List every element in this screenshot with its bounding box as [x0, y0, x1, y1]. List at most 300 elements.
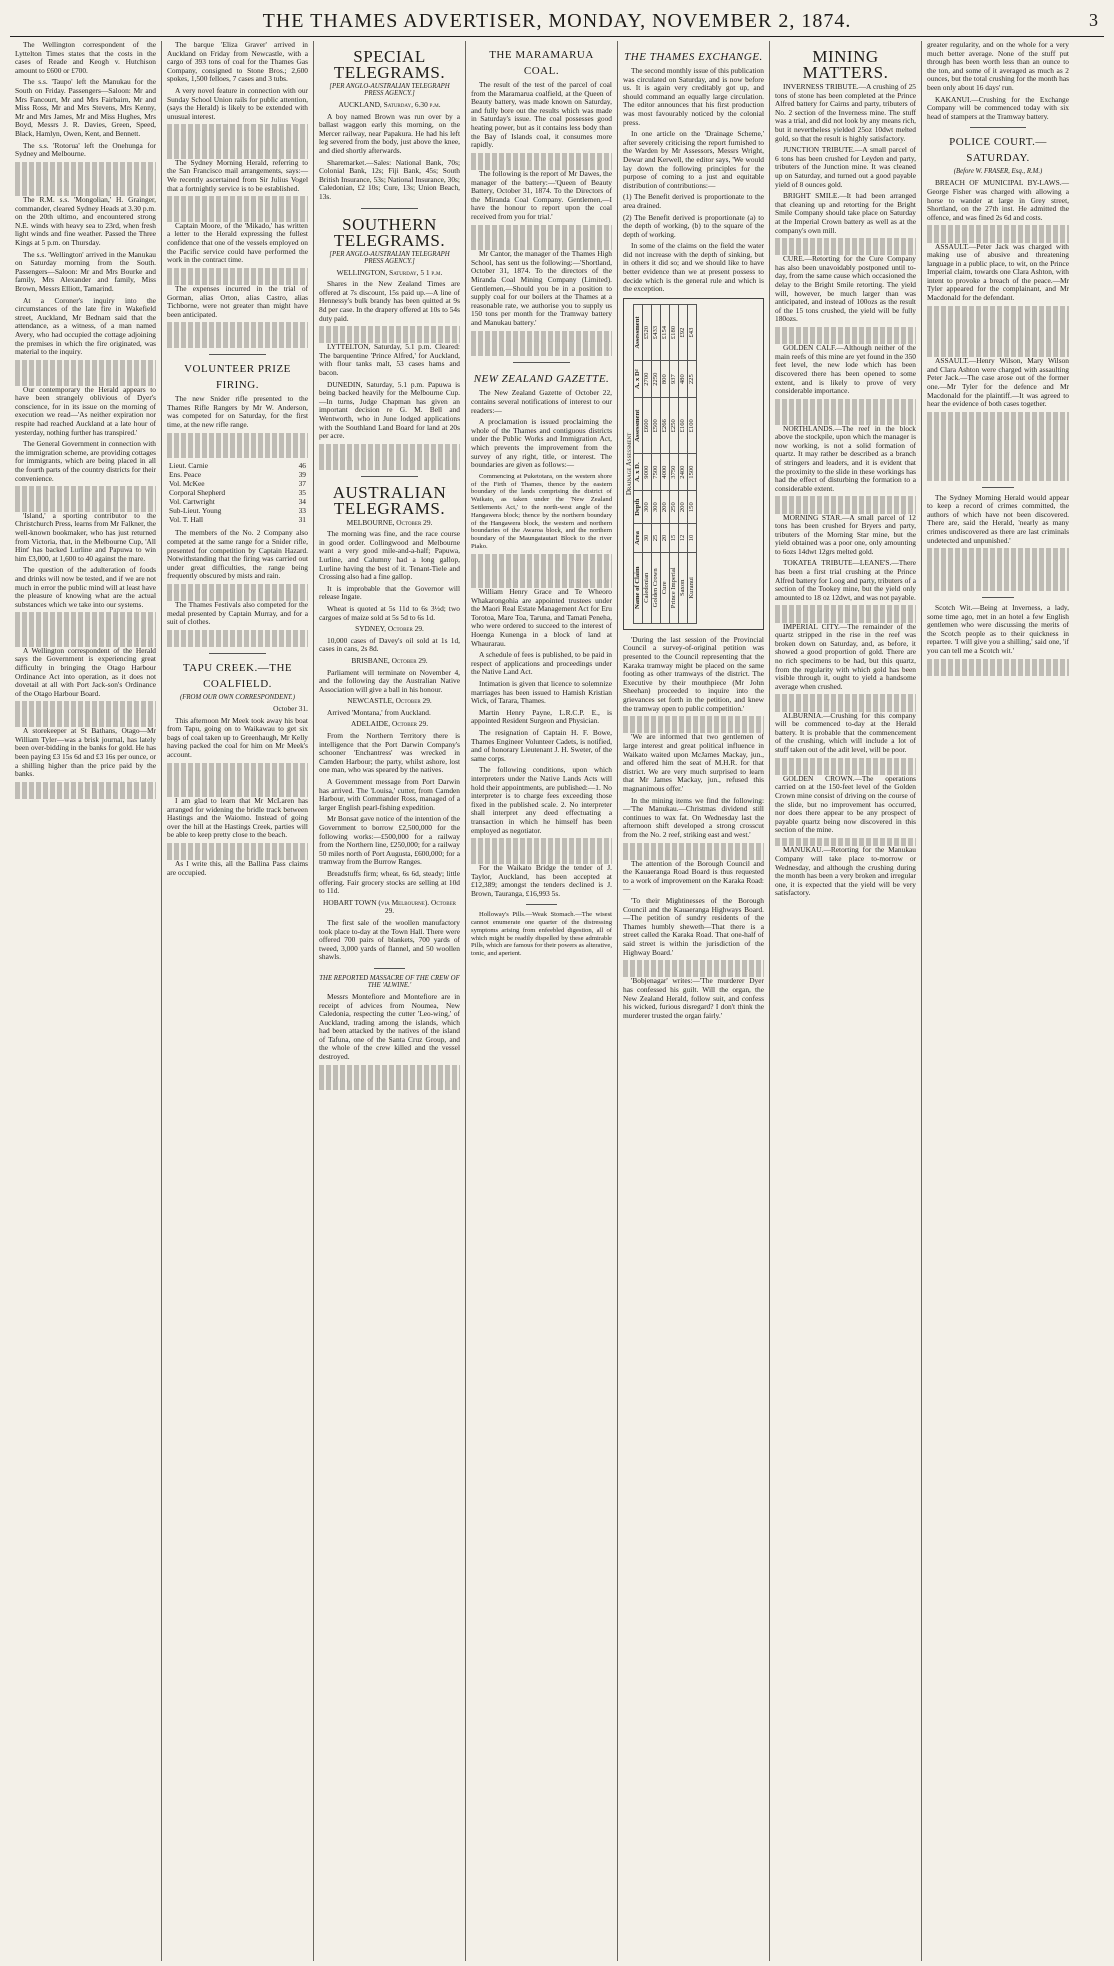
- table-cell: £100: [687, 398, 696, 454]
- table-row: [642, 304, 651, 623]
- article-paragraph: MORNING STAR.—A small parcel of 12 tons has been crushed for Bryers and party, tributers of the Morning Star mine, but the yield obtained was a poor one, only amounting to 6ozs 14dwt 12grs melted gold.: [775, 512, 916, 556]
- article-paragraph: greater regularity, and on the whole for a very much better average. None of the stuff put through has been worth less than an ounce to the ton, and some of it averaged as much as 2 ounces, but the total crushing for the month has been only about 16 days' run.: [927, 41, 1069, 92]
- illegible-text-line: [775, 247, 916, 256]
- section-rule: [526, 904, 557, 905]
- table-cell: 4000: [660, 454, 669, 491]
- illegible-text-line: [775, 838, 916, 847]
- illegible-text-line: [167, 340, 308, 349]
- section-heading: TAPU CREEK.—THE COALFIELD.: [182, 662, 293, 691]
- illegible-text-line: [319, 444, 460, 453]
- article-paragraph: Commencing at Puketotara, on the western shore of the Firth of Thames, thence by the eastern boundary of the lands comprising the district of Waikato, as taken under the 'New Zealand Settlements Act,' to the north-west angle of the Hangawera block; thence by the northern boundary of the Hangawera block, the western and northern boundaries of the Awaroa block, and the northern boundary of the Maungatautari Block to the river Piako.: [471, 472, 612, 550]
- illegible-text-line: [167, 142, 308, 151]
- article-paragraph: For the Waikato Bridge the tender of J. Taylor, Auckland, has been accepted at £12,389; amongst the tenders declined is J. Brown, Tauranga, £16,993 5s.: [471, 862, 612, 898]
- table-cell: 480: [678, 360, 687, 397]
- article-paragraph: The members of the No. 2 Company also competed at the same range for a Snider rifle, presented for competition by Captain Hazard. Notwithstanding that the firing was carried out under great difficulties, the range being frequently obscured by mists and rain.: [167, 528, 308, 581]
- illegible-text-line: [927, 234, 1069, 243]
- illegible-text-line: [927, 574, 1069, 583]
- illegible-text-line: [775, 336, 916, 345]
- illegible-text-line: [927, 582, 1069, 591]
- illegible-text-line: [167, 852, 308, 861]
- article-paragraph: GOLDEN CALF.—Although neither of the main reefs of this mine are yet found in the 350 feet level, the new lode which has been discovered there has been opened to some extent, and is likely to prove of very considerable importance.: [775, 343, 916, 396]
- illegible-text-line: [471, 153, 612, 162]
- illegible-text-line: [471, 571, 612, 580]
- illegible-text-line: [167, 433, 308, 442]
- illegible-text-line: [623, 960, 764, 969]
- section-subheading: THE REPORTED MASSACRE OF THE CREW OF THE 'ALWINE.': [319, 974, 460, 989]
- article-paragraph: In the mining items we find the following:—'The Manukau.—Christmas dividend still continues to wax fat. On Wednesday last the afternoon shift developed a strong crosscut from the No. 2 reef, striking east and west.': [623, 795, 764, 839]
- illegible-text-line: [15, 630, 156, 639]
- table-cell: Cure: [660, 552, 669, 623]
- article-paragraph: KAKANUI.—Crushing for the Exchange Company will be commenced today with six head of stampers at the Tramway battery.: [927, 94, 1069, 121]
- section-heading: NEW ZEALAND GAZETTE.: [473, 373, 610, 386]
- table-cell: £520: [642, 304, 651, 360]
- illegible-text-line: [775, 614, 916, 623]
- table-cell: 15: [669, 524, 678, 552]
- illegible-text-line: [167, 196, 308, 205]
- illegible-text-line: [927, 659, 1069, 668]
- illegible-text-line: [167, 213, 308, 222]
- illegible-text-line: [15, 790, 156, 799]
- article-paragraph: Sharemarket.—Sales: National Bank, 70s; Colonial Bank, 12s; Fiji Bank, 45s; South British Insurance, 53s; National Insurance, 30s; Caledonian, £2 10s; Cure, 13s; Union Beach, 13s.: [319, 157, 460, 201]
- illegible-text-line: [927, 225, 1069, 234]
- illegible-text-line: [927, 429, 1069, 438]
- illegible-text-line: [775, 399, 916, 408]
- illegible-text-line: [471, 562, 612, 571]
- table-cell: 12: [678, 524, 687, 552]
- score-name: Ens. Peace: [169, 470, 202, 480]
- table-row: [167, 461, 308, 470]
- illegible-text-line: [927, 548, 1069, 557]
- illegible-text-line: [775, 407, 916, 416]
- illegible-text-line: [775, 416, 916, 425]
- illegible-text-line: [927, 557, 1069, 566]
- article-paragraph: A boy named Brown was run over by a ballast waggon early this morning, on the Mercer railway, near Papakura. He had his left leg severed from the body, just above the knee, and died shortly afterwards.: [319, 111, 460, 155]
- illegible-text-line: [471, 225, 612, 234]
- illegible-text-line: [775, 694, 916, 703]
- table-cell: £43: [687, 304, 696, 360]
- illegible-text-line: [15, 782, 156, 791]
- column-1: [10, 41, 162, 1961]
- section-rule: [982, 597, 1013, 598]
- illegible-text-line: [167, 441, 308, 450]
- table-cell: £180: [669, 304, 678, 360]
- table-row: [167, 479, 308, 488]
- illegible-text-line: [167, 124, 308, 133]
- score-value: 39: [298, 470, 306, 480]
- table-row: [669, 304, 678, 623]
- article-paragraph: 'During the last session of the Provincial Council a survey-of-original petition was presented to the Council representing that the Karaka tramway might be placed on the same footing as other tramways of the district. The Executive by their mouthpiece (Mr John Sheehan) proceeded to inquire into the grievances set forth in the petition, and knew the tramway open to public competition.': [623, 634, 764, 713]
- article-paragraph: Wheat is quoted at 5s 11d to 6s 3½d; two cargoes of maize sold at 5s 5d to 6s 1d.: [319, 603, 460, 622]
- section-heading: POLICE COURT.—SATURDAY.: [949, 136, 1047, 165]
- article-paragraph: The first sale of the woollen manufactory took place to-day at the Town Hall. There were offered 700 pairs of blankets, 700 yards of tweed, 3,000 yards of flannel, and 50 woollen shawls.: [319, 917, 460, 962]
- table-header: A. x D²: [633, 360, 642, 397]
- illegible-text-line: [167, 584, 308, 593]
- illegible-text-line: [775, 238, 916, 247]
- illegible-text-line: [319, 461, 460, 470]
- list-item: (1) The Benefit derived is proportionate to the area drained.: [623, 192, 764, 210]
- table-cell: 7500: [651, 454, 660, 491]
- table-header: Depth: [633, 490, 642, 523]
- illegible-text-line: [471, 348, 612, 357]
- article-paragraph: The result of the test of the parcel of coal from the Maramarua coalfield, at the Queen of Beauty battery, was made known on Saturday, and fully bore out the results which was made in Saturday's issue. The coal possesses good heating power, but as it contains less body than the Bay of Islands coal, it consumes more rapidly.: [471, 80, 612, 150]
- illegible-text-line: [623, 851, 764, 860]
- section-rule: [970, 127, 1027, 128]
- dateline: AUCKLAND, Saturday, 6.30 p.m.: [338, 100, 441, 109]
- illegible-text-line: [927, 667, 1069, 676]
- illegible-text-line: [15, 495, 156, 504]
- score-name: Corporal Shepherd: [169, 488, 226, 498]
- article-paragraph: The R.M. s.s. 'Mongolian,' H. Grainger, commander, cleared Sydney Heads at 3.30 p.m. on the 20th ultimo, and encountered strong N.E. winds with heavy sea to 23rd, when fresh light winds and fine weather. Passed the Three Kings at 5 p.m. on Thursday.: [15, 195, 156, 248]
- table-cell: £160: [678, 398, 687, 454]
- table-row: [651, 304, 660, 623]
- illegible-text-line: [319, 335, 460, 344]
- table-cell: £250: [669, 398, 678, 454]
- article-paragraph: The New Zealand Gazette of October 22, contains several notifications of interest to our readers:—: [471, 388, 612, 415]
- illegible-text-line: [623, 725, 764, 734]
- table-header: Assessment: [633, 304, 642, 360]
- illegible-text-line: [927, 472, 1069, 481]
- table-cell: 250: [669, 490, 678, 523]
- illegible-text-line: [319, 452, 460, 461]
- table-cell: 2250: [651, 360, 660, 397]
- table-cell: 150: [687, 490, 696, 523]
- article-paragraph: The expenses incurred in the trial of Gorman, alias Orton, alias Castro, alias Tichborne, were not greater than might have been anticipated.: [167, 284, 308, 319]
- section-rule: [361, 208, 417, 209]
- article-paragraph: The second monthly issue of this publication was circulated on Saturday, and is now before us. It is again very creditably got up, and should command an equally large circulation. The editor announces that his first production was most favourably noticed by the colonial press.: [623, 66, 764, 127]
- table-cell: Saxon: [678, 552, 687, 623]
- illegible-text-line: [623, 843, 764, 852]
- illegible-text-line: [927, 314, 1069, 323]
- table-cell: £266: [660, 398, 669, 454]
- illegible-text-line: [15, 179, 156, 188]
- section-subheading: (Before W. FRASER, Esq., R.M.): [953, 168, 1043, 176]
- article-paragraph: CURE.—Retorting for the Cure Company has also been unavoidably postponed until to-day, from the same cause which occasioned the delay to the Bright Smile retorting. The yield will, however, be much larger than was anticipated, and instead of 100ozs as the result of the 15 tons crushed, the yield will be fully 180ozs.: [775, 254, 916, 324]
- table-cell: 1500: [687, 454, 696, 491]
- article-paragraph: This afternoon Mr Meek took away his boat from Tapu, going on to Waikawau to get six bags of coal taken up to Greenhaugh, Mr Kelly having packed the coal for him on Mr Meek's account.: [167, 715, 308, 760]
- illegible-text-line: [775, 758, 916, 767]
- article-paragraph: MANUKAU.—Retorting for the Manukau Company will take place to-morrow or Wednesday, and although the crushing during the month has been a very broken and irregular one, it is expected that the yield will be very satisfactory.: [775, 845, 916, 898]
- illegible-text-line: [167, 276, 308, 285]
- illegible-text-line: [623, 969, 764, 978]
- article-paragraph: At a Coroner's inquiry into the circumstances of the late fire in Wakefield street, Auckland, Mr Bednam said that the attendance, as a witness, of a man named Avery, who had occupied the cottage adjoining the premises in which the fire originated, was material to the inquiry.: [15, 295, 156, 357]
- section-subheading: (FROM OUR OWN CORRESPONDENT.): [179, 694, 296, 702]
- article-paragraph: A Wellington correspondent of the Herald says the Government is experiencing great difficulty in bringing the Otago Harbour Ordinance Act into operation, as it does not dovetail at all with Port Jack-son's Ordinance of the Otago Harbour Board.: [15, 645, 156, 698]
- table-cell: 3750: [669, 454, 678, 491]
- article-paragraph: The Sydney Morning Herald would appear to keep a record of crimes committed, the authors of which have not been discovered. There are, said the Herald, 'nearly as many crimes undiscovered as there are last criminals undetected and unpunished.': [927, 492, 1069, 545]
- article-paragraph: Parliament will terminate on November 4, and the following day the Australian Native Association will give a ball in his honour.: [319, 667, 460, 694]
- section-rule: [209, 354, 265, 355]
- section-subheading: [PER ANGLO-AUSTRALIAN TELEGRAPH PRESS AGENCY.]: [329, 83, 450, 97]
- illegible-text-line: [167, 638, 308, 647]
- article-paragraph: A schedule of fees is published, to be paid in respect of applications and proceedings under the Native Land Act.: [471, 650, 612, 677]
- table-row: [687, 304, 696, 623]
- illegible-text-line: [15, 162, 156, 171]
- table-row: [678, 304, 687, 623]
- illegible-text-line: [319, 1065, 460, 1074]
- illegible-text-line: [927, 455, 1069, 464]
- illegible-text-line: [927, 349, 1069, 358]
- illegible-text-line: [927, 306, 1069, 315]
- article-paragraph: Mr Bonsat gave notice of the intention of the Government to borrow £2,500,000 for the following works:—£500,000 for a railway from the Northern line, £250,000; for a railway 50 miles north of Port Augusta, £600,000; for a tramway from the Burrow Ranges.: [319, 814, 460, 867]
- score-table: [167, 461, 308, 524]
- table-cell: Caledonian: [642, 552, 651, 623]
- illegible-text-line: [319, 326, 460, 335]
- article-paragraph: JUNCTION TRIBUTE.—A small parcel of 6 tons has been crushed for Leyden and party, tributers of the Junction mine. It was cleaned up on Saturday, and turned out a good payable yield of 8 ounces gold.: [775, 145, 916, 189]
- article-paragraph: GOLDEN CROWN.—The operations carried on at the 150-feet level of the Golden Crown mine consist of driving on the course of the slide, but no improvement has occurred, nor does there appear to be any prospect of payable quartz being now discovered in this section of the mine.: [775, 773, 916, 835]
- illegible-text-line: [775, 703, 916, 712]
- assessment-table: [625, 304, 697, 624]
- section-heading: THE MARAMARUA COAL.: [489, 49, 594, 77]
- score-value: 46: [298, 461, 306, 471]
- article-paragraph: ALBURNIA.—Crushing for this company will be commenced to-day at the Herald battery. It is probable that the commencement of the crushing, which will include a lot of stuff taken out of the adit level, will be poor.: [775, 710, 916, 754]
- illegible-text-line: [927, 412, 1069, 421]
- columns: [10, 41, 1104, 1961]
- article-paragraph: DUNEDIN, Saturday, 5.1 p.m. Papuwa is being backed heavily for the Melbourne Cup.—In turns, Judge Chapman has given an important decision re G. M. Bell and Wentworth, who in June lodged applications with the Southland Land Board for land at 20s per acre.: [319, 379, 460, 441]
- dateline: SYDNEY, October 29.: [355, 624, 424, 634]
- article-paragraph: The s.s. 'Taupo' left the Manukau for the South on Friday. Passengers—Saloon: Mr and Mrs Fancourt, Mr and Mrs Fairbairn, Mr and Miss Ross, Mr and Mrs Stevens, Mrs Kenny, Mr and Mrs James, Mr and Miss Hughes, Mrs Boyd, Messrs J. R. Davies, Green, Speed, Black, Hamlyn, Owen, Kent, and Bennett.: [15, 77, 156, 138]
- table-header: A. x D.: [633, 454, 642, 491]
- article-paragraph: The following conditions, upon which interpreters under the Native Lands Acts will hold their appointments, are published:—1. No interpreter is to charge fees exceeding those fixed in the published scale. 2. No interpreter shall interpret any deed effectuating a transaction in which he himself has been employed as negotiator.: [471, 765, 612, 835]
- article-paragraph: I am glad to learn that Mr McLaren has arranged for widening the bridle track between Hastings and the Waiomo. Instead of going over the hill at the Hastings Creek, parties will be able to keep pretty close to the beach.: [167, 796, 308, 840]
- table-row: [167, 470, 308, 479]
- illegible-text-line: [167, 322, 308, 331]
- article-paragraph: Breadstuffs firm; wheat, 6s 6d, steady; little offering. Fair grocery stocks are selling at 10d to 11d.: [319, 868, 460, 896]
- article-paragraph: A storekeeper at St Bathans, Otago—Mr William Tyler—was a brisk journal, has lately been over-bidding in the banks for gold. He has been paying £3 15s 6d and £3 16s per ounce, or a shilling higher than the price paid by the banks.: [15, 726, 157, 779]
- article-paragraph: Shares in the New Zealand Times are offered at 7s discount, 15s paid up.—A line of Hennessy's bulk brandy has been quitted at 9s 8d per case. In the drapery offered at 10s to 54s duty paid.: [319, 279, 460, 323]
- table-cell: Golden Crown: [651, 552, 660, 623]
- table-caption: Drainage Assessment: [624, 432, 633, 496]
- table-header: Name of Claim: [633, 552, 642, 623]
- dateline: October 31.: [273, 704, 308, 714]
- illegible-text-line: [15, 503, 156, 512]
- section-rule: [361, 476, 417, 477]
- illegible-text-line: [167, 843, 308, 852]
- illegible-text-line: [167, 450, 308, 459]
- table-cell: 20: [660, 524, 669, 552]
- article-paragraph: 'To their Mightinesses of the Borough Council and the Kauaeranga Highways Board.—The petition of sundry residents of the Thames humbly sheweth—That there is a street called the Karaka Road. That one-half of said street is within the jurisdiction of the Highway Board.': [623, 896, 764, 957]
- table-cell: 10: [687, 524, 696, 552]
- article-paragraph: The attention of the Borough Council and the Kauaeranga Road Board is thus requested to a work of improvement on the Karaka Road:—: [623, 858, 764, 894]
- column-6: [770, 41, 922, 1961]
- section-heading: SOUTHERN TELEGRAMS.: [333, 214, 446, 250]
- article-paragraph: Our contemporary the Herald appears to have been strangely oblivious of Dyer's conscience, for in its issue on the morning of execution we read—'As neither expiration nor respite had reached Auckland at a late hour of yesterday, nothing further has transpired.': [15, 384, 156, 437]
- illegible-text-line: [471, 331, 612, 340]
- table-cell: 2700: [642, 360, 651, 397]
- article-paragraph: The Thames Festivals also competed for the medal presented by Captain Murray, and for a suit of clothes.: [167, 600, 308, 627]
- illegible-text-line: [775, 766, 916, 775]
- section-heading: VOLUNTEER PRIZE FIRING.: [184, 363, 291, 392]
- dateline: HOBART TOWN (via Melbourne). October 29.: [323, 897, 456, 916]
- illegible-text-line: [15, 701, 156, 710]
- section-rule: [513, 362, 569, 363]
- article-paragraph: The barque 'Eliza Graver' arrived in Auckland on Friday from Newcastle, with a cargo of 393 tons of coal for the Thames Gas Company, consigned to Stone Bros.; 2,600 spokes, 1,500 felloes, 7 cases and 3 tubs.: [167, 41, 308, 84]
- table-cell: £500: [651, 398, 660, 454]
- article-paragraph: 'Bobjenagar' writes:—'The murderer Dyer has confessed his guilt. Will the organ, the New Zealand Herald, follow suit, and confess his wicked, furious disregard? I don't think the murderer trusted the organ fairly.': [623, 976, 764, 1020]
- illegible-text-line: [167, 771, 308, 780]
- section-heading: THE THAMES EXCHANGE.: [624, 51, 763, 63]
- illegible-text-line: [167, 788, 308, 797]
- illegible-text-line: [15, 170, 156, 179]
- table-row: [660, 304, 669, 623]
- illegible-text-line: [471, 847, 612, 856]
- illegible-text-line: [319, 1073, 460, 1082]
- illegible-text-line: [15, 638, 156, 647]
- illegible-text-line: [927, 340, 1069, 349]
- score-name: Lieut. Carnie: [169, 461, 208, 471]
- table-cell: Kuranui: [687, 552, 696, 623]
- illegible-text-line: [167, 763, 308, 772]
- article-paragraph: IMPERIAL CITY.—The remainder of the quartz stripped in the rise in the reef was broken down on Saturday, and, as before, it showed a good proportion of gold. There are no rich specimens to be had, but this quartz, from the regularity with which gold has been visible through it, ought to yield a handsome average when crushed.: [775, 621, 916, 691]
- score-name: Vol. Cartwright: [169, 497, 215, 507]
- article-paragraph: A very novel feature in connection with our Sunday School Union rails for public attention, (says the Herald) is likely to be extended with unusual interest.: [167, 85, 308, 121]
- advertisement-notice: Holloway's Pills.—Weak Stomach.—The wisest cannot enumerate one quarter of the distressing symptoms arising from enfeebled digestion, all of which might be readily dispelled by these admirable Pills, which are famous for their powers as alterative, tonic, and aperient.: [471, 911, 612, 958]
- section-rule: [209, 653, 265, 654]
- illegible-text-line: [167, 205, 308, 214]
- article-paragraph: Messrs Montefiore and Montefiore are in receipt of advices from Noumea, New Caledonia, respecting the cutter 'Leo-wing,' of Auckland, trading among the islands, which had been attacked by the natives of the island of Tafuna, one of the Santa Cruz Group, and the whole of the crew killed and the vessel destroyed.: [319, 991, 460, 1062]
- illegible-text-line: [15, 188, 156, 197]
- section-rule: [374, 968, 405, 969]
- article-paragraph: ASSAULT.—Henry Wilson, Mary Wilson and Clara Ashton were charged with assaulting Peter Jack.—The case arose out of the former one.—Mr Tyler for the defence and Mr Macdonald for the plaintiff.—It was agreed to hear the evidence of both cases together.: [927, 356, 1069, 409]
- table-cell: £600: [642, 398, 651, 454]
- illegible-text-line: [927, 420, 1069, 429]
- table-cell: 25: [651, 524, 660, 552]
- article-paragraph: Arrived 'Montana,' from Auckland.: [327, 707, 431, 717]
- illegible-text-line: [15, 368, 156, 377]
- article-paragraph: The s.s. 'Rotorua' left the Onehunga for Sydney and Melbourne.: [15, 140, 156, 159]
- illegible-text-line: [167, 331, 308, 340]
- article-paragraph: The new Snider rifle presented to the Thames Rifle Rangers by Mr W. Anderson, was competed for on Saturday, for the first time, at the new rifle range.: [167, 394, 308, 429]
- table-row: [167, 515, 308, 524]
- illegible-text-line: [471, 233, 612, 242]
- illegible-text-line: [319, 1082, 460, 1091]
- table-cell: 225: [687, 360, 696, 397]
- illegible-text-line: [927, 463, 1069, 472]
- table-cell: 200: [660, 490, 669, 523]
- illegible-text-line: [471, 161, 612, 170]
- score-value: 37: [298, 479, 306, 489]
- column-3: [314, 41, 466, 1961]
- section-rule: [982, 487, 1013, 488]
- illegible-text-line: [15, 621, 156, 630]
- article-paragraph: The Wellington correspondent of the Lyttelton Times states that the costs in the cases of Reade and Keogh v. Hutchison amount to £600 or £700.: [15, 41, 156, 75]
- dateline: WELLINGTON, Saturday, 5 1 p.m.: [336, 267, 443, 277]
- illegible-text-line: [15, 377, 156, 386]
- illegible-text-line: [927, 565, 1069, 574]
- illegible-text-line: [15, 486, 156, 495]
- article-paragraph: From the Northern Territory there is intelligence that the Port Darwin Company's schooner 'Enchantress' was wrecked in Camden Harbour; the party, whilst ashore, lost one man, who was speared by the natives.: [319, 731, 460, 775]
- illegible-text-line: [471, 855, 612, 864]
- dateline: NEWCASTLE, October 29.: [347, 696, 432, 706]
- article-paragraph: LYTTELTON, Saturday, 5.1 p.m. Cleared: The barquentine 'Prince Alfred,' for Auckland, with flour tanks malt, 53 cases hams and bacon.: [319, 342, 460, 378]
- article-paragraph: 10,000 cases of Davey's oil sold at 1s 1d, cases in cans, 2s 8d.: [319, 635, 460, 654]
- dateline: BRISBANE, October 29.: [351, 655, 428, 665]
- illegible-text-line: [15, 360, 156, 369]
- table-header: Area: [633, 524, 642, 552]
- article-paragraph: It is improbable that the Governor will release Ingate.: [319, 583, 460, 602]
- page-number: 3: [1089, 10, 1098, 30]
- table-cell: 200: [678, 490, 687, 523]
- article-paragraph: Mr Cantor, the manager of the Thames High School, has sent us the following:—'Shortland, October 31, 1874. To the directors of the Miranda Coal Mining Company (Limited). Gentlemen,—Should you be in a position to supply coal for our boilers at the Thames at a reasonable rate, we authorise you to supply us 150 tons per month for the Tramway battery and Manukau battery.': [471, 249, 612, 328]
- article-paragraph: TOKATEA TRIBUTE—LEANE'S.—There has been a first trial crushing at the Prince Alfred battery for Loog and party, tributers of a section of the Tookey mine, but the yield only amounted to 18 oz 12dwt, and was not payable.: [775, 558, 916, 602]
- illegible-text-line: [927, 438, 1069, 447]
- score-value: 31: [298, 515, 306, 525]
- illegible-text-line: [775, 605, 916, 614]
- article-paragraph: In some of the claims on the field the water did not increase with the depth of sinking, but in others it did so; and we should like to have better evidence than we at present possess to decide which is the general rule and which is the exception.: [623, 241, 764, 294]
- article-paragraph: The s.s. 'Wellington' arrived in the Manukau on Saturday morning from the South. Passengers—Saloon: Mr and Mrs Bourke and family, Mrs Alexander and family, Miss Brown, Messrs Elliott, Tamarind.: [15, 249, 156, 294]
- table-cell: 800: [660, 360, 669, 397]
- article-paragraph: 'Island,' a sporting contributor to the Christchurch Press, learns from Mr Falkner, the well-known bookmaker, who has just returned from Victoria, that, in the Melbourne Cup, 'All Hint' has backed Lurline and Papuwa to win him £3,000, at 1,600 to 40 against the mare.: [15, 510, 156, 563]
- section-heading: AUSTRALIAN TELEGRAMS.: [332, 482, 447, 518]
- illegible-text-line: [623, 716, 764, 725]
- article-paragraph: INVERNESS TRIBUTE.—A crushing of 25 tons of stone has been completed at the Prince Alfred battery for Cairns and party, tributers of No. 2 section of the Inverness mine. The stuff was a trial, and did not look by any means rich, but it nevertheless yielded 25oz 10dwt melted gold, so that the result is highly satisfactory.: [775, 82, 916, 143]
- article-paragraph: The morning was fine, and the race course in good order. Collingwood and Melbourne want a very good mile-and-a-half; Papuwa, Lurline, and Calumny had a long gallop, Lurline having the best of it. Tenant-Tiele and Crossing also had a fine gallop.: [319, 529, 460, 582]
- article-paragraph: BREACH OF MUNICIPAL BY-LAWS.—George Fisher was charged with allowing a horse to wander at large in Grey street, Shortland, on the 27th inst. He admitted the offence, and was fined 2s 6d and costs.: [927, 178, 1069, 222]
- illegible-text-line: [471, 339, 612, 348]
- article-paragraph: The following is the report of Mr Dawes, the manager of the battery:—'Queen of Beauty Battery, October 31, 1874. To the Directors of the Miranda Coal Company. Gentlemen,—I have the honour to report upon the coal received from you for trial.': [471, 168, 612, 221]
- score-value: 33: [298, 506, 306, 516]
- illegible-text-line: [927, 323, 1069, 332]
- illegible-text-line: [167, 268, 308, 277]
- table-cell: 300: [642, 490, 651, 523]
- illegible-text-line: [927, 446, 1069, 455]
- list-item: (2) The Benefit derived is proportionate (a) to the depth of working, (b) to the square of the depth of working.: [623, 212, 764, 239]
- illegible-text-line: [927, 331, 1069, 340]
- score-value: 35: [298, 488, 306, 498]
- illegible-text-line: [167, 593, 308, 602]
- article-paragraph: Captain Moore, of the 'Mikado,' has written a letter to the Herald expressing the fullest confidence that one of the vessels employed on the Pacific service could have performed the work in the contract time.: [167, 220, 308, 265]
- section-subheading: [PER ANGLO-AUSTRALIAN TELEGRAPH PRESS AGENCY.]: [329, 250, 450, 265]
- score-name: Vol. McKee: [169, 479, 205, 489]
- illegible-text-line: [15, 612, 156, 621]
- table-row: [167, 497, 308, 506]
- column-7: [922, 41, 1074, 1961]
- score-name: Sub-Lieut. Young: [169, 506, 222, 516]
- score-value: 34: [298, 497, 306, 507]
- article-paragraph: NORTHLANDS.—The reef in the block above the stockpile, upon which the manager is now working, is not a solid formation of quartz. It may rather be described as a branch of stringers and leaders, and it is evident that the proximity to the slide in these workings has had the effect of disturbing the formation to a considerable extent.: [775, 423, 916, 493]
- column-5: [618, 41, 770, 1961]
- article-paragraph: Martin Henry Payne, L.R.C.P. E., is appointed Resident Surgeon and Physician.: [471, 707, 612, 726]
- dateline: MELBOURNE, October 29.: [346, 517, 433, 527]
- score-name: Vol. T. Hall: [169, 515, 204, 525]
- article-paragraph: A proclamation is issued proclaiming the whole of the Thames and contiguous districts under the Public Works and Immigration Act, which prevents the improvement from the survey of any right, title, or interest. The boundaries are given as follows:—: [471, 417, 612, 470]
- article-paragraph: A Government message from Port Darwin has arrived. The 'Louisa,' cutter, from Camden Harbour, with Commander Ross, managed of a larger English pearl-fishing expedition.: [319, 777, 460, 812]
- illegible-text-line: [167, 780, 308, 789]
- section-heading: MINING MATTERS.: [802, 47, 889, 82]
- illegible-text-line: [471, 242, 612, 251]
- article-paragraph: 'We are informed that two gentlemen of large interest and great political influence in Waikato waited upon McJames Mackay, jun., and offered him the seat of M.H.R. for that district. We are very much surprised to learn that Mr James Mackay, jun., refused this magnanimous offer.': [623, 732, 764, 793]
- illegible-text-line: [167, 630, 308, 639]
- article-paragraph: Intimation is given that licence to solemnize marriages has been issued to Hamish Kristian Wick, of Tarara, Thames.: [471, 679, 612, 706]
- illegible-text-line: [775, 496, 916, 505]
- table-cell: 30: [642, 524, 651, 552]
- illegible-text-line: [15, 719, 156, 728]
- masthead-title: THE THAMES ADVERTISER, MONDAY, NOVEMBER 2, 1874.: [262, 9, 852, 32]
- article-paragraph: ASSAULT.—Peter Jack was charged with making use of abusive and threatening language in a public place, to wit, on the Prince Imperial claim, towards one Clara Ashton, with intent to provoke a breach of the peace.—Mr Tyler appeared for the complainant, and Mr Macdonald for the defendant.: [927, 241, 1069, 303]
- section-heading: SPECIAL TELEGRAMS.: [333, 47, 446, 82]
- article-paragraph: As I write this, all the Ballina Pass claims are occupied.: [167, 859, 308, 877]
- illegible-text-line: [167, 150, 308, 159]
- table-row: [167, 488, 308, 497]
- table-cell: 937: [669, 360, 678, 397]
- illegible-text-line: [775, 505, 916, 514]
- table-cell: 300: [651, 490, 660, 523]
- illegible-text-line: [775, 327, 916, 336]
- article-paragraph: The General Government in connection with the immigration scheme, are providing cottages for immigrants, which are being placed in all the fourth parts of the country districts for their convenience.: [15, 439, 156, 483]
- table-cell: £154: [660, 304, 669, 360]
- article-paragraph: BRIGHT SMILE.—It had been arranged that cleaning up and retorting for the Bright Smile Company should take place on Saturday at the Imperial Crown battery as well as at the company's own mill.: [775, 191, 916, 235]
- article-paragraph: In one article on the 'Drainage Scheme,' after severely criticising the report furnished to the Warden by Mr Assessors, Messrs Wright, Dewar and Kerwell, the editor says, 'We would lay down the following principles for the purpose of coming to a just and equitable distribution of contributions:—: [623, 129, 764, 190]
- article-paragraph: The Sydney Morning Herald, referring to the San Francisco mail arrangements, says:—We recently ascertained from Sir Julius Vogel that a fortnightly service is to be established.: [167, 157, 308, 193]
